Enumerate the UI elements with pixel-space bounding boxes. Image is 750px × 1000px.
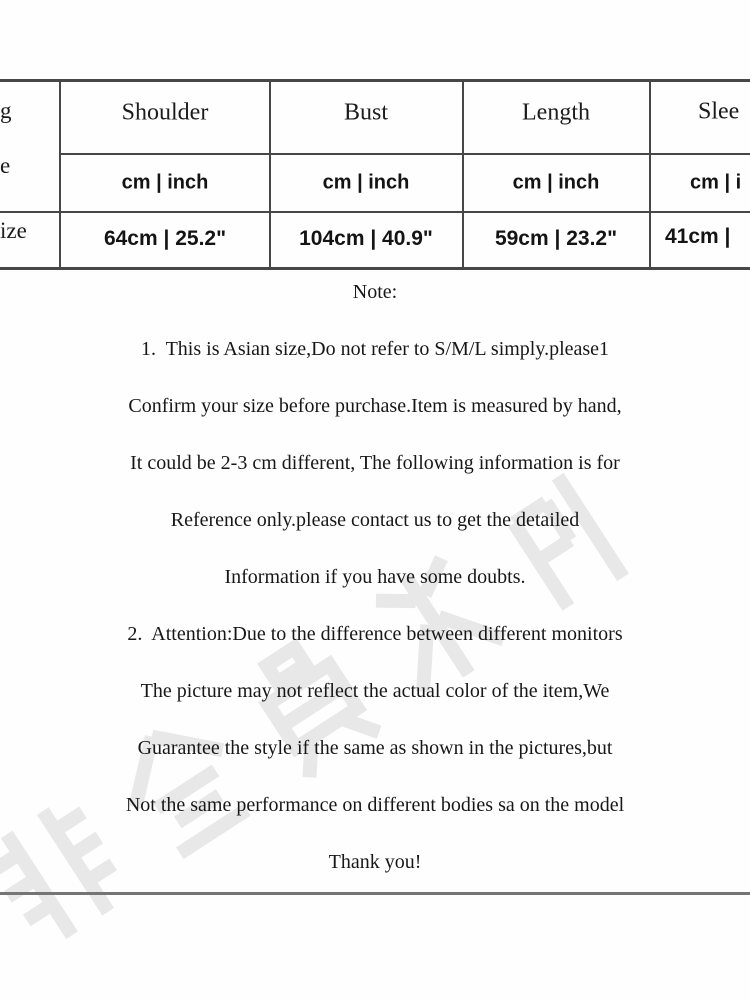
length-unit-label: cm | inch [512,171,600,194]
left-col-size-fragment: ize [0,218,27,243]
note-line-10: Thank you! [328,851,422,873]
note-line-6: 2. Attention:Due to the difference between different monitors [127,623,623,645]
note-line-8: Guarantee the style if the same as shown in the pictures,but [137,737,613,759]
col-header-shoulder: Shoulder [121,99,209,126]
table-col-divider-2 [269,79,271,270]
table-border-top [0,79,750,82]
sleeve-unit-fragment: cm | i [690,171,742,194]
note-line-9: Not the same performance on different bodies sa on the model [125,794,625,816]
table-row-divider-2 [0,211,750,213]
sleeve-value-fragment: 41cm | [665,225,731,248]
shoulder-value: 64cm | 25.2" [103,227,227,250]
bust-value: 104cm | 40.9" [299,227,433,250]
table-row-divider-1 [59,153,750,155]
note-line-3: It could be 2-3 cm different, The following information is for [130,452,620,474]
col-header-bust: Bust [343,99,389,126]
bust-unit-label: cm | inch [322,171,410,194]
note-title: Note: [352,281,398,303]
left-col-fragment-1: g [0,98,12,123]
note-line-2: Confirm your size before purchase.Item is measured by hand, [128,395,622,417]
table-col-divider-4 [649,79,651,270]
note-line-4: Reference only.please contact us to get the detailed [170,509,580,531]
length-value: 59cm | 23.2" [494,227,618,250]
left-col-fragment-2: e [0,153,11,178]
note-section [0,264,750,891]
note-line-1: 1. This is Asian size,Do not refer to S/M/L simply.please1 [140,338,610,360]
table-col-divider-3 [462,79,464,270]
note-line-5: Information if you have some doubts. [224,566,526,588]
col-header-sleeve-fragment: Slee [698,98,740,125]
note-line-7: The picture may not reflect the actual color of the item,We [140,680,610,702]
table-col-divider-1 [59,79,61,270]
shoulder-unit-label: cm | inch [121,171,209,194]
bottom-separator-line [0,892,750,895]
col-header-length: Length [522,99,590,126]
